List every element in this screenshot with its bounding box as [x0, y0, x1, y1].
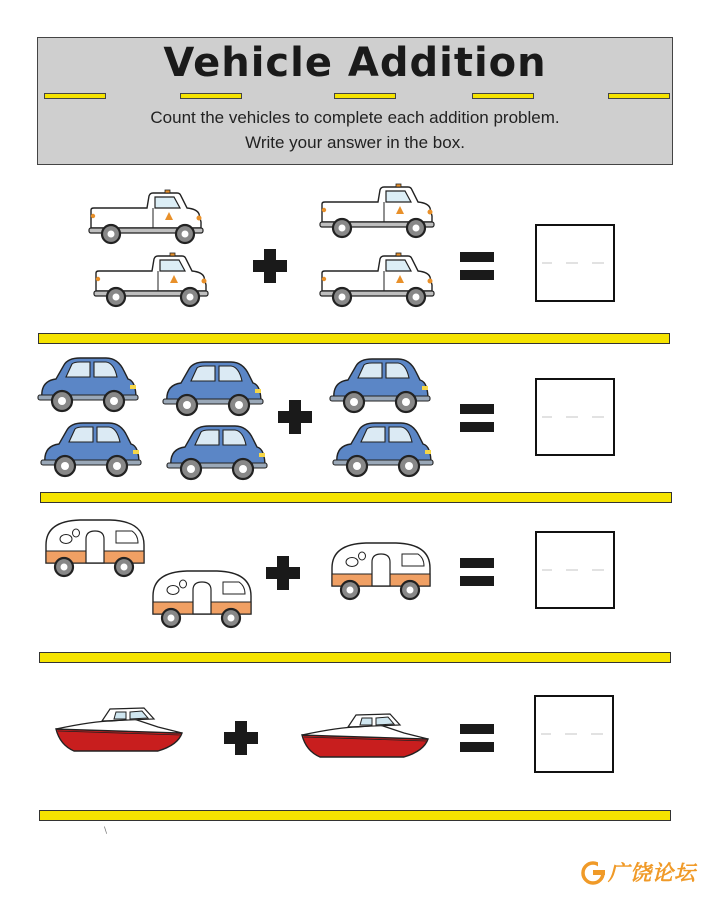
blue-car-icon [167, 426, 267, 479]
answer-box[interactable] [536, 225, 614, 301]
camper-trailer-icon [46, 520, 144, 576]
answer-box[interactable] [536, 379, 614, 455]
speedboat-icon [302, 714, 428, 757]
road-stripe [38, 333, 670, 344]
pickup-truck-icon [89, 190, 203, 243]
blue-car-icon [41, 423, 141, 476]
road-stripe [40, 492, 672, 503]
road-dash [472, 93, 534, 99]
equals-sign [460, 724, 494, 752]
camper-trailer-icon [153, 571, 251, 627]
problem-1 [0, 180, 712, 320]
equals-sign [460, 252, 494, 280]
site-logo [580, 858, 705, 888]
blue-car-icon [38, 358, 138, 411]
problem-4 [0, 690, 712, 790]
equals-sign [460, 404, 494, 432]
road-stripe [39, 810, 671, 821]
road-stripe [39, 652, 671, 663]
speedboat-icon [56, 708, 182, 751]
road-dash [180, 93, 242, 99]
logo-emblem-icon [580, 858, 608, 888]
plus-sign [224, 721, 258, 755]
plus-sign [278, 400, 312, 434]
pickup-truck-icon [320, 184, 434, 237]
road-dash [44, 93, 106, 99]
pickup-truck-icon [94, 253, 208, 306]
instruction-line-2: Write your answer in the box. [245, 133, 465, 152]
answer-box[interactable] [536, 532, 614, 608]
camper-trailer-icon [332, 543, 430, 599]
equals-sign [460, 558, 494, 586]
blue-car-icon [163, 362, 263, 415]
stray-mark: \ [104, 826, 108, 836]
title-banner [37, 37, 673, 165]
plus-sign [266, 556, 300, 590]
blue-car-icon [330, 359, 430, 412]
road-dash [608, 93, 670, 99]
answer-box[interactable] [535, 696, 613, 772]
page-title: Vehicle Addition [163, 40, 547, 86]
plus-sign [253, 249, 287, 283]
problem-3 [0, 510, 712, 645]
instruction-line-1: Count the vehicles to complete each addition problem. [150, 108, 560, 127]
pickup-truck-icon [320, 253, 434, 306]
blue-car-icon [333, 423, 433, 476]
problem-2 [0, 352, 712, 487]
logo-text: 广饶论坛 [608, 861, 696, 885]
road-dash [334, 93, 396, 99]
